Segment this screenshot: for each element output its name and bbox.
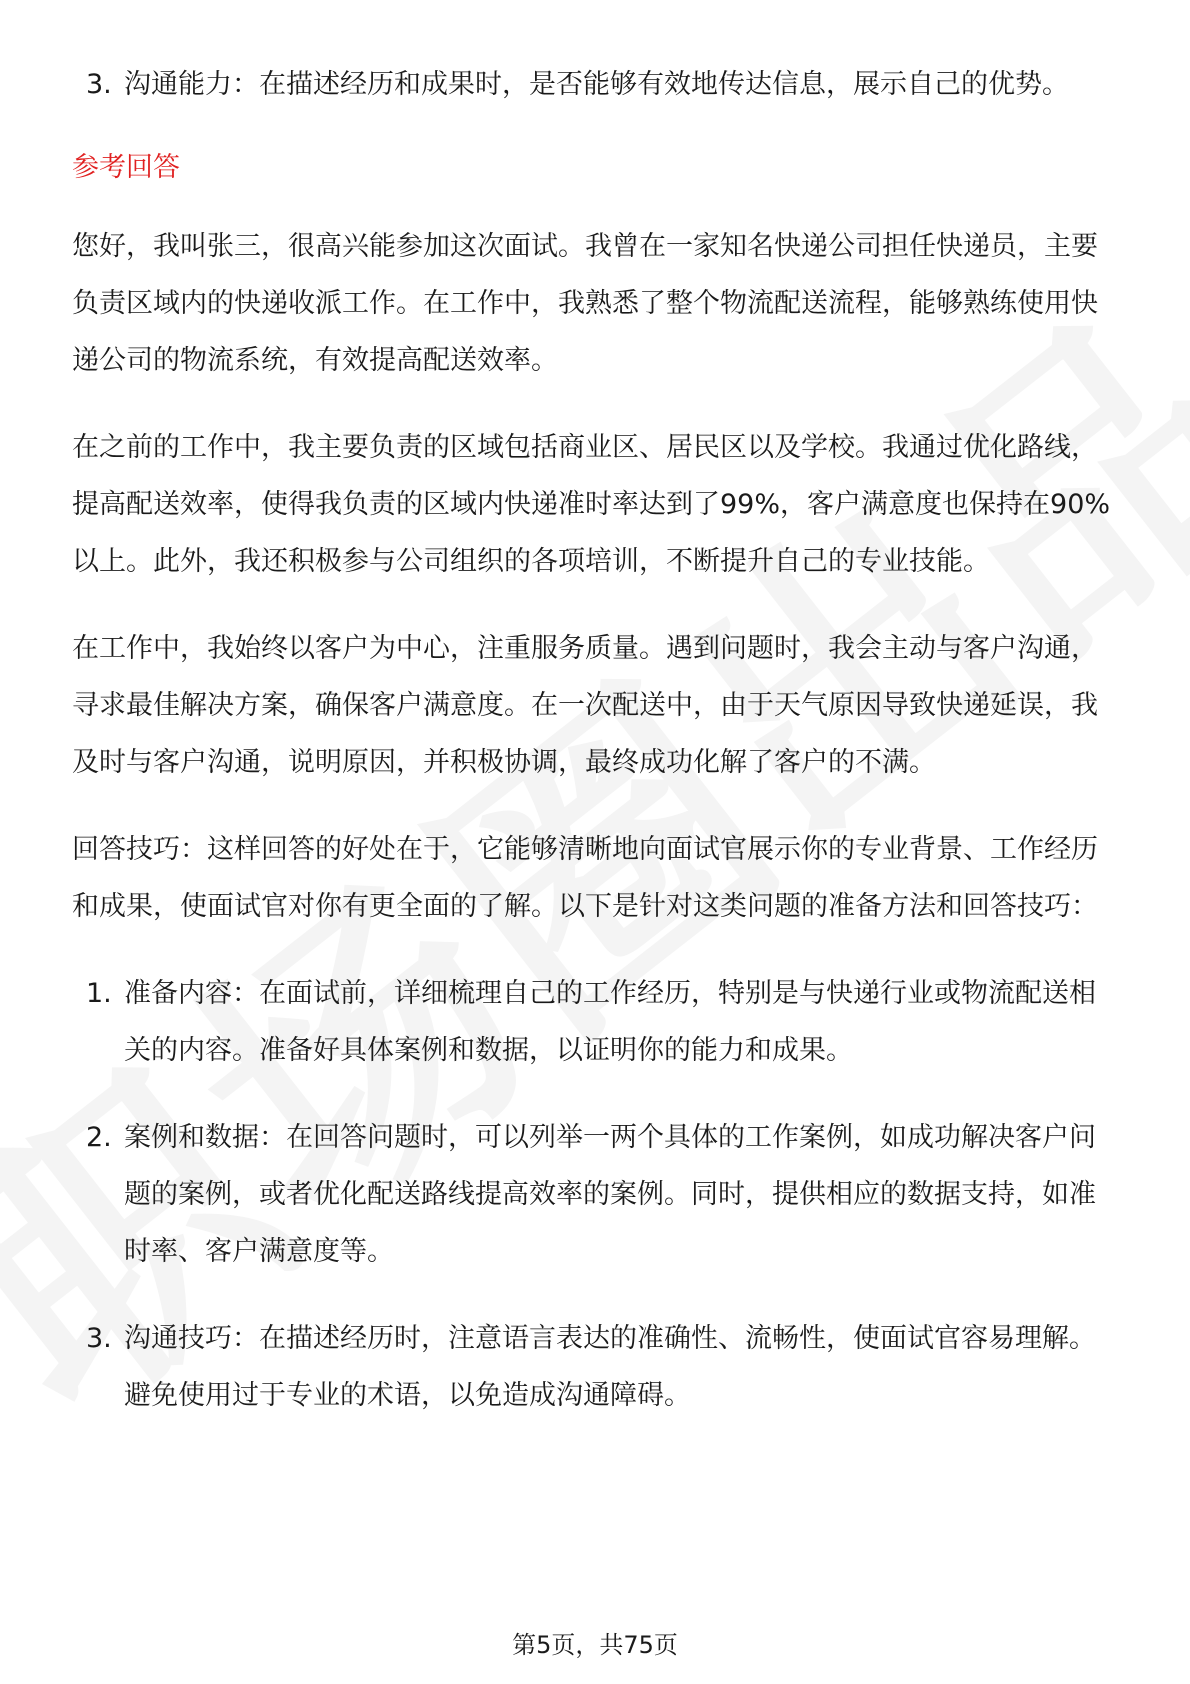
list-text: 沟通能力：在描述经历和成果时，是否能够有效地传达信息，展示自己的优势。 [124,69,1069,100]
answer-paragraph-3: 在工作中，我始终以客户为中心，注重服务质量。遇到问题时，我会主动与客户沟通，寻求最佳解决方案，确保客户满意度。在一次配送中，由于天气原因导致快递延误，我及时与客户沟通，说明原因，并积极协调，最终成功化解了客户的不满。 [72,633,1098,778]
answer-paragraph-1: 您好，我叫张三，很高兴能参加这次面试。我曾在一家知名快递公司担任快递员，主要负责区域内的快递收派工作。在工作中，我熟悉了整个物流配送流程，能够熟练使用快递公司的物流系统，有效提高配送效率。 [72,231,1098,376]
list-number: 3. [86,69,112,100]
answer-tips-intro: 回答技巧：这样回答的好处在于，它能够清晰地向面试官展示你的专业背景、工作经历和成果，使面试官对你有更全面的了解。以下是针对这类问题的准备方法和回答技巧： [72,834,1098,922]
page-footer: 第5页，共75页 [512,1631,678,1659]
list-number: 1. [86,978,112,1009]
list-text: 准备内容：在面试前，详细梳理自己的工作经历，特别是与快递行业或物流配送相关的内容。准备好具体案例和数据，以证明你的能力和成果。 [124,978,1096,1066]
list-text: 沟通技巧：在描述经历时，注意语言表达的准确性、流畅性，使面试官容易理解。避免使用过于专业的术语，以免造成沟通障碍。 [124,1323,1096,1411]
list-item-communication-ability [72,56,1118,113]
list-item-tip-3 [72,1310,1118,1424]
list-item-tip-2 [72,1109,1118,1280]
list-text: 案例和数据：在回答问题时，可以列举一两个具体的工作案例，如成功解决客户问题的案例，或者优化配送路线提高效率的案例。同时，提供相应的数据支持，如准时率、客户满意度等。 [124,1122,1096,1267]
list-item-tip-1 [72,965,1118,1079]
page-content [72,56,1118,1424]
list-number: 3. [86,1323,112,1354]
section-title-reference-answer: 参考回答 [72,152,180,183]
answer-paragraph-2: 在之前的工作中，我主要负责的区域包括商业区、居民区以及学校。我通过优化路线，提高配送效率，使得我负责的区域内快递准时率达到了99%，客户满意度也保持在90%以上。此外，我还积极参与公司组织的各项培训，不断提升自己的专业技能。 [72,432,1111,577]
list-number: 2. [86,1122,112,1153]
